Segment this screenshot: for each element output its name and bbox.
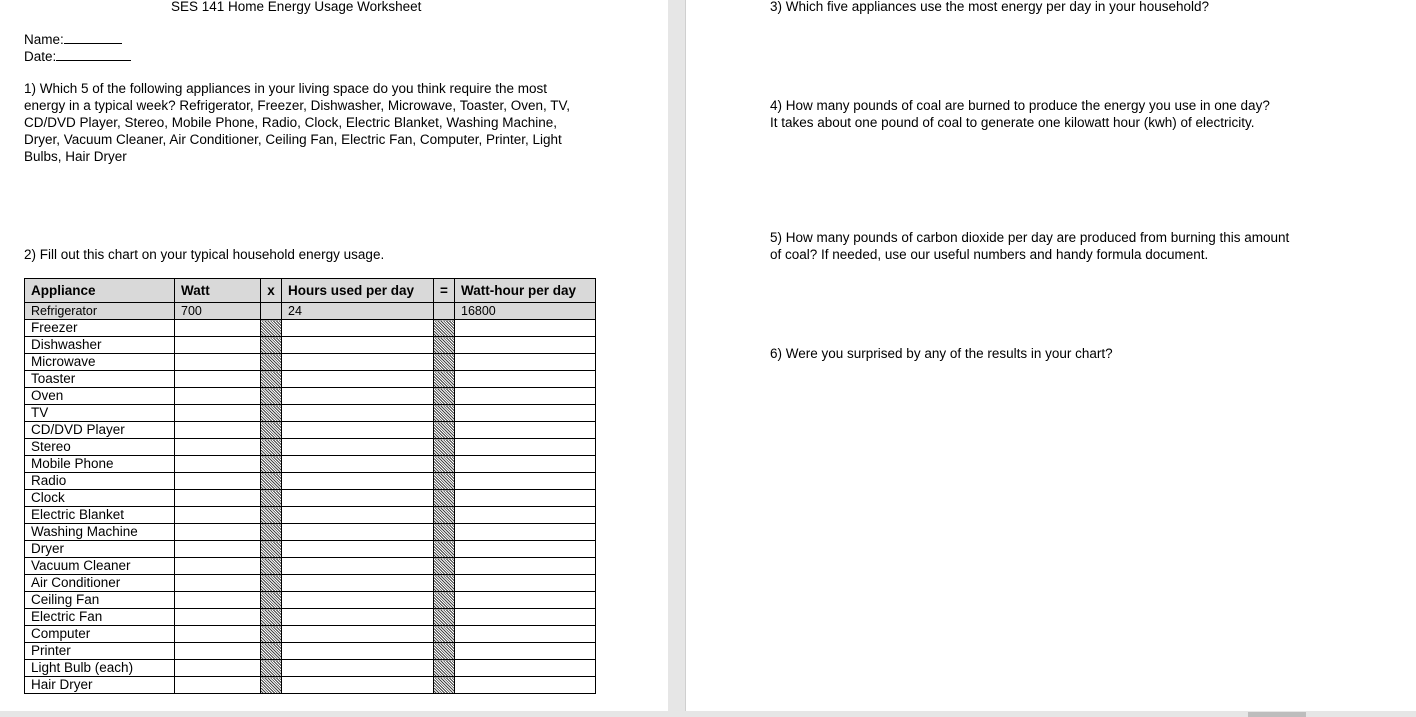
times-cell [261, 643, 282, 660]
equals-cell [434, 592, 455, 609]
watt-cell[interactable] [175, 405, 261, 422]
table-row [25, 337, 596, 354]
watt-hour-cell[interactable] [455, 405, 596, 422]
appliance-cell: Refrigerator [25, 303, 175, 320]
table-row [25, 524, 596, 541]
hours-cell[interactable] [282, 371, 434, 388]
appliance-cell: Ceiling Fan [25, 592, 175, 609]
watt-cell[interactable] [175, 609, 261, 626]
appliance-cell: Vacuum Cleaner [25, 558, 175, 575]
times-cell [261, 405, 282, 422]
hours-cell[interactable] [282, 660, 434, 677]
hours-cell[interactable]: 24 [282, 303, 434, 320]
watt-cell[interactable] [175, 541, 261, 558]
question-4-line-2: It takes about one pound of coal to generate one kilowatt hour (kwh) of electricity. [770, 115, 1255, 130]
status-bar-view-button[interactable] [1248, 712, 1306, 717]
appliance-cell: Clock [25, 490, 175, 507]
watt-hour-cell[interactable]: 16800 [455, 303, 596, 320]
worksheet-title: SES 141 Home Energy Usage Worksheet [171, 0, 422, 14]
watt-hour-cell[interactable] [455, 371, 596, 388]
worksheet-page-left [0, 0, 668, 711]
watt-cell[interactable] [175, 626, 261, 643]
hours-cell[interactable] [282, 456, 434, 473]
equals-cell [434, 456, 455, 473]
watt-cell[interactable]: 700 [175, 303, 261, 320]
date-blank[interactable] [56, 48, 131, 61]
appliance-cell: Radio [25, 473, 175, 490]
equals-cell [434, 405, 455, 422]
name-line [24, 31, 122, 48]
header-equals: = [434, 279, 455, 303]
table-row [25, 422, 596, 439]
hours-cell[interactable] [282, 405, 434, 422]
appliance-cell: Light Bulb (each) [25, 660, 175, 677]
name-label: Name: [24, 32, 64, 47]
table-row [25, 439, 596, 456]
times-cell [261, 677, 282, 694]
watt-hour-cell[interactable] [455, 524, 596, 541]
watt-hour-cell[interactable] [455, 558, 596, 575]
question-6: 6) Were you surprised by any of the results in your chart? [770, 346, 1113, 361]
appliance-cell: Dryer [25, 541, 175, 558]
watt-hour-cell[interactable] [455, 354, 596, 371]
times-cell [261, 541, 282, 558]
hours-cell[interactable] [282, 541, 434, 558]
table-row [25, 643, 596, 660]
appliance-cell: Microwave [25, 354, 175, 371]
question-5-line-1: 5) How many pounds of carbon dioxide per day are produced from burning this amount [770, 230, 1290, 245]
table-row [25, 405, 596, 422]
equals-cell [434, 626, 455, 643]
hours-cell[interactable] [282, 643, 434, 660]
hours-cell[interactable] [282, 354, 434, 371]
equals-cell [434, 422, 455, 439]
header-times: x [261, 279, 282, 303]
appliance-cell: Stereo [25, 439, 175, 456]
appliance-cell: Freezer [25, 320, 175, 337]
worksheet-page-right [685, 0, 1416, 711]
watt-hour-cell[interactable] [455, 439, 596, 456]
hours-cell[interactable] [282, 609, 434, 626]
hours-cell[interactable] [282, 558, 434, 575]
watt-cell[interactable] [175, 371, 261, 388]
equals-cell [434, 660, 455, 677]
hours-cell[interactable] [282, 388, 434, 405]
hours-cell[interactable] [282, 422, 434, 439]
table-row [25, 592, 596, 609]
equals-cell [434, 609, 455, 626]
times-cell [261, 354, 282, 371]
equals-cell [434, 507, 455, 524]
table-row [25, 660, 596, 677]
equals-cell [434, 354, 455, 371]
watt-cell[interactable] [175, 473, 261, 490]
name-blank[interactable] [64, 31, 122, 44]
table-row [25, 575, 596, 592]
times-cell [261, 388, 282, 405]
equals-cell [434, 439, 455, 456]
appliance-cell: Oven [25, 388, 175, 405]
question-3: 3) Which five appliances use the most energy per day in your household? [770, 0, 1210, 14]
appliance-cell: Printer [25, 643, 175, 660]
header-watt: Watt [175, 279, 261, 303]
appliance-cell: Computer [25, 626, 175, 643]
table-row [25, 677, 596, 694]
date-line [24, 48, 131, 65]
equals-cell [434, 558, 455, 575]
hours-cell[interactable] [282, 490, 434, 507]
watt-cell[interactable] [175, 677, 261, 694]
times-cell [261, 609, 282, 626]
watt-cell[interactable] [175, 524, 261, 541]
appliance-cell: Electric Blanket [25, 507, 175, 524]
hours-cell[interactable] [282, 473, 434, 490]
equals-cell [434, 337, 455, 354]
table-row [25, 541, 596, 558]
times-cell [261, 660, 282, 677]
watt-hour-cell[interactable] [455, 660, 596, 677]
table-row [25, 490, 596, 507]
watt-cell[interactable] [175, 320, 261, 337]
watt-hour-cell[interactable] [455, 337, 596, 354]
hours-cell[interactable] [282, 592, 434, 609]
watt-hour-cell[interactable] [455, 473, 596, 490]
watt-hour-cell[interactable] [455, 490, 596, 507]
equals-cell [434, 541, 455, 558]
appliance-cell: Electric Fan [25, 609, 175, 626]
question-1: 1) Which 5 of the following appliances in your living space do you think require the most energy in a typical week? Refrigerator, Freezer, Dishwasher, Microwave, Toaster, Oven, TV, CD/DVD Player, Stereo, Mobile Phone, Radio, Clock, Electric Blanket, Washing Machine, Dryer, Vacuum Cleaner, Air Conditioner, Ceiling Fan, Electric Fan, Computer, Printer, Light Bulbs, Hair Dryer [24, 81, 571, 164]
times-cell [261, 507, 282, 524]
header-watt-hour: Watt-hour per day [455, 279, 596, 303]
header-hours: Hours used per day [282, 279, 434, 303]
hours-cell[interactable] [282, 626, 434, 643]
table-row [25, 388, 596, 405]
times-cell [261, 524, 282, 541]
watt-hour-cell[interactable] [455, 677, 596, 694]
watt-cell[interactable] [175, 422, 261, 439]
times-cell [261, 592, 282, 609]
watt-hour-cell[interactable] [455, 320, 596, 337]
equals-cell [434, 524, 455, 541]
hours-cell[interactable] [282, 575, 434, 592]
appliance-cell: Air Conditioner [25, 575, 175, 592]
hours-cell[interactable] [282, 677, 434, 694]
hours-cell[interactable] [282, 439, 434, 456]
table-row [25, 473, 596, 490]
bottom-scroll-strip [0, 711, 1416, 717]
appliance-cell: Washing Machine [25, 524, 175, 541]
watt-cell[interactable] [175, 439, 261, 456]
watt-cell[interactable] [175, 643, 261, 660]
watt-cell[interactable] [175, 337, 261, 354]
equals-cell [434, 575, 455, 592]
appliance-cell: Dishwasher [25, 337, 175, 354]
times-cell [261, 473, 282, 490]
watt-cell[interactable] [175, 558, 261, 575]
hours-cell[interactable] [282, 320, 434, 337]
watt-cell[interactable] [175, 507, 261, 524]
times-cell [261, 558, 282, 575]
appliance-cell: Toaster [25, 371, 175, 388]
hours-cell[interactable] [282, 507, 434, 524]
watt-hour-cell[interactable] [455, 643, 596, 660]
equals-cell [434, 473, 455, 490]
table-row [25, 558, 596, 575]
date-label: Date: [24, 49, 57, 64]
question-5-line-2: of coal? If needed, use our useful numbers and handy formula document. [770, 247, 1209, 262]
times-cell [261, 337, 282, 354]
watt-hour-cell[interactable] [455, 592, 596, 609]
watt-cell[interactable] [175, 354, 261, 371]
times-cell [261, 371, 282, 388]
watt-hour-cell[interactable] [455, 609, 596, 626]
watt-hour-cell[interactable] [455, 507, 596, 524]
question-2: 2) Fill out this chart on your typical household energy usage. [24, 247, 385, 262]
table-row [25, 609, 596, 626]
equals-cell [434, 303, 455, 320]
appliance-cell: TV [25, 405, 175, 422]
watt-cell[interactable] [175, 388, 261, 405]
times-cell [261, 575, 282, 592]
table-row [25, 320, 596, 337]
watt-hour-cell[interactable] [455, 456, 596, 473]
table-row [25, 354, 596, 371]
times-cell [261, 456, 282, 473]
table-row [25, 371, 596, 388]
energy-usage-table [24, 278, 596, 694]
equals-cell [434, 371, 455, 388]
watt-hour-cell[interactable] [455, 575, 596, 592]
hours-cell[interactable] [282, 524, 434, 541]
times-cell [261, 439, 282, 456]
watt-cell[interactable] [175, 575, 261, 592]
watt-cell[interactable] [175, 456, 261, 473]
equals-cell [434, 643, 455, 660]
times-cell [261, 490, 282, 507]
appliance-cell: Mobile Phone [25, 456, 175, 473]
watt-cell[interactable] [175, 592, 261, 609]
hours-cell[interactable] [282, 337, 434, 354]
watt-cell[interactable] [175, 490, 261, 507]
equals-cell [434, 388, 455, 405]
question-4-line-1: 4) How many pounds of coal are burned to produce the energy you use in one day? [770, 98, 1270, 113]
appliance-cell: CD/DVD Player [25, 422, 175, 439]
watt-hour-cell[interactable] [455, 626, 596, 643]
table-row [25, 456, 596, 473]
watt-hour-cell[interactable] [455, 541, 596, 558]
appliance-cell: Hair Dryer [25, 677, 175, 694]
times-cell [261, 626, 282, 643]
header-appliance: Appliance [25, 279, 175, 303]
equals-cell [434, 677, 455, 694]
table-row [25, 303, 596, 320]
table-header-row [25, 279, 596, 303]
equals-cell [434, 320, 455, 337]
watt-cell[interactable] [175, 660, 261, 677]
watt-hour-cell[interactable] [455, 422, 596, 439]
watt-hour-cell[interactable] [455, 388, 596, 405]
equals-cell [434, 490, 455, 507]
table-row [25, 626, 596, 643]
times-cell [261, 320, 282, 337]
times-cell [261, 422, 282, 439]
table-row [25, 507, 596, 524]
times-cell [261, 303, 282, 320]
